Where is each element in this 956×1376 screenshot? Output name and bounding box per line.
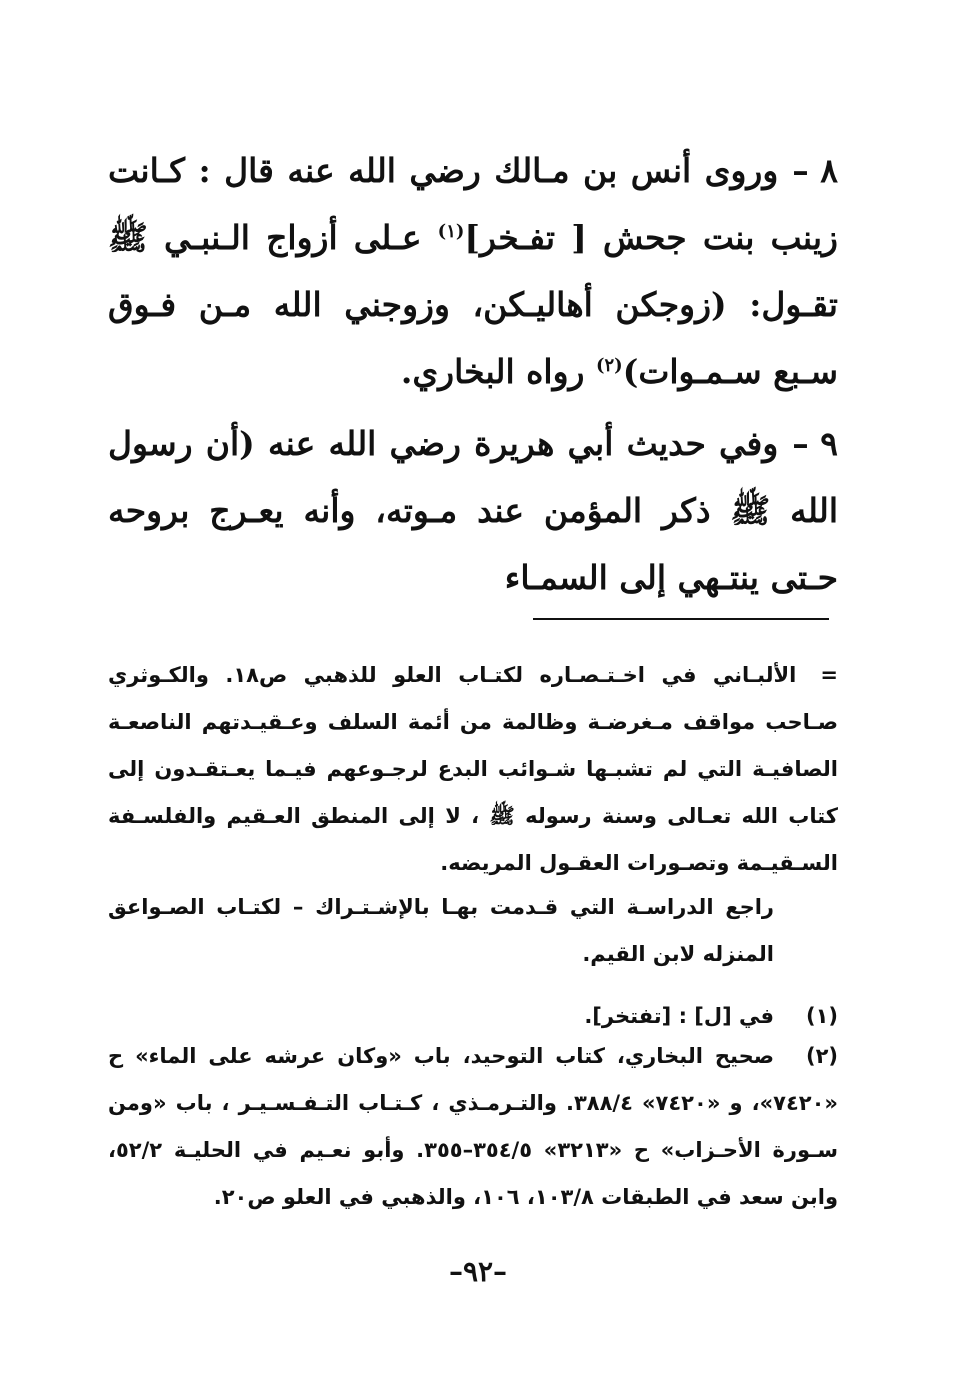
paragraph-item-9 [108, 410, 838, 611]
footnote-divider [533, 618, 829, 620]
footnote-reference: راجع الدراسـة التي قـدمت بهـا بالإشـتـراك – لكتـاب الصـواعق المنزله لابن القيم. [108, 895, 774, 966]
footnote-number: (٢) [805, 1044, 838, 1068]
item-text-b: عـلى أزواج الـنبـي ﷺ تقـول: (زوجكن أهاليـكن، وزوجني الله مـن فـوق سـبع سـمـوات) [108, 218, 838, 391]
footnote-2 [108, 1033, 838, 1221]
footnote-number: (١) [805, 1004, 838, 1028]
page-number: –٩٢– [448, 1255, 508, 1288]
item-number: ٨ – [792, 151, 838, 190]
paragraph-item-8 [108, 137, 838, 405]
item-text: وفي حديث أبي هريرة رضي الله عنه (أن رسول الله ﷺ ذكر المؤمن عند مـوته، وأنه يعـرج بروحه حـتى ينتـهي إلى السمـاء [108, 424, 838, 597]
footnote-continuation [108, 652, 838, 887]
footnote-text: صحيح البخاري، كتاب التوحيد، باب «وكان عرشه على الماء» ح «٧٤٢٠»، و «٧٤٢٠» ٣٨٨/٤. والتـرمـذي ، كـتـاب التـفـسـيـر ، باب «ومن سـورة الأحـزاب» ح «٣٢١٣» ٣٥٤/٥–٣٥٥. وأبو نعـيم في الحليـة ٥٢/٢، وابن سعد في الطبقات ١٠٣/٨، ١٠٦، والذهبي في العلو ص٢٠. [108, 1044, 838, 1209]
item-text-c: رواه البخاري. [400, 352, 596, 391]
footnote-ref-1[interactable]: (١) [437, 221, 465, 242]
continuation-marker: = [820, 663, 838, 687]
footnote-text: في [ل] : [تفتخر]. [584, 1004, 774, 1028]
item-number: ٩ – [792, 424, 838, 463]
footnote-ref-2[interactable]: (٢) [595, 355, 623, 376]
item-text-a: وروى أنس بن مـالك رضي الله عنه قال : كـانت زينب بنت جحش [ تفـخر] [108, 151, 838, 257]
continuation-text: الألبـاني في اخـتـصـاره لكتـاب العلو للذهبي ص١٨. والكـوثري صـاحب مواقف مـغرضـة وظالمة من أئمة السلف وعـقيـدتهم الناصعـة الصافيـة التي لم تشبـها شـوائب البدع لرجـوعهم فيـما يعـتقـدون إلى كتاب الله تعـالى وسنة رسوله ﷺ ، لا إلى المنطق العـقيم والفلسـفة السـقيـمة وتصـورات العقـول المريضه. [108, 663, 838, 875]
